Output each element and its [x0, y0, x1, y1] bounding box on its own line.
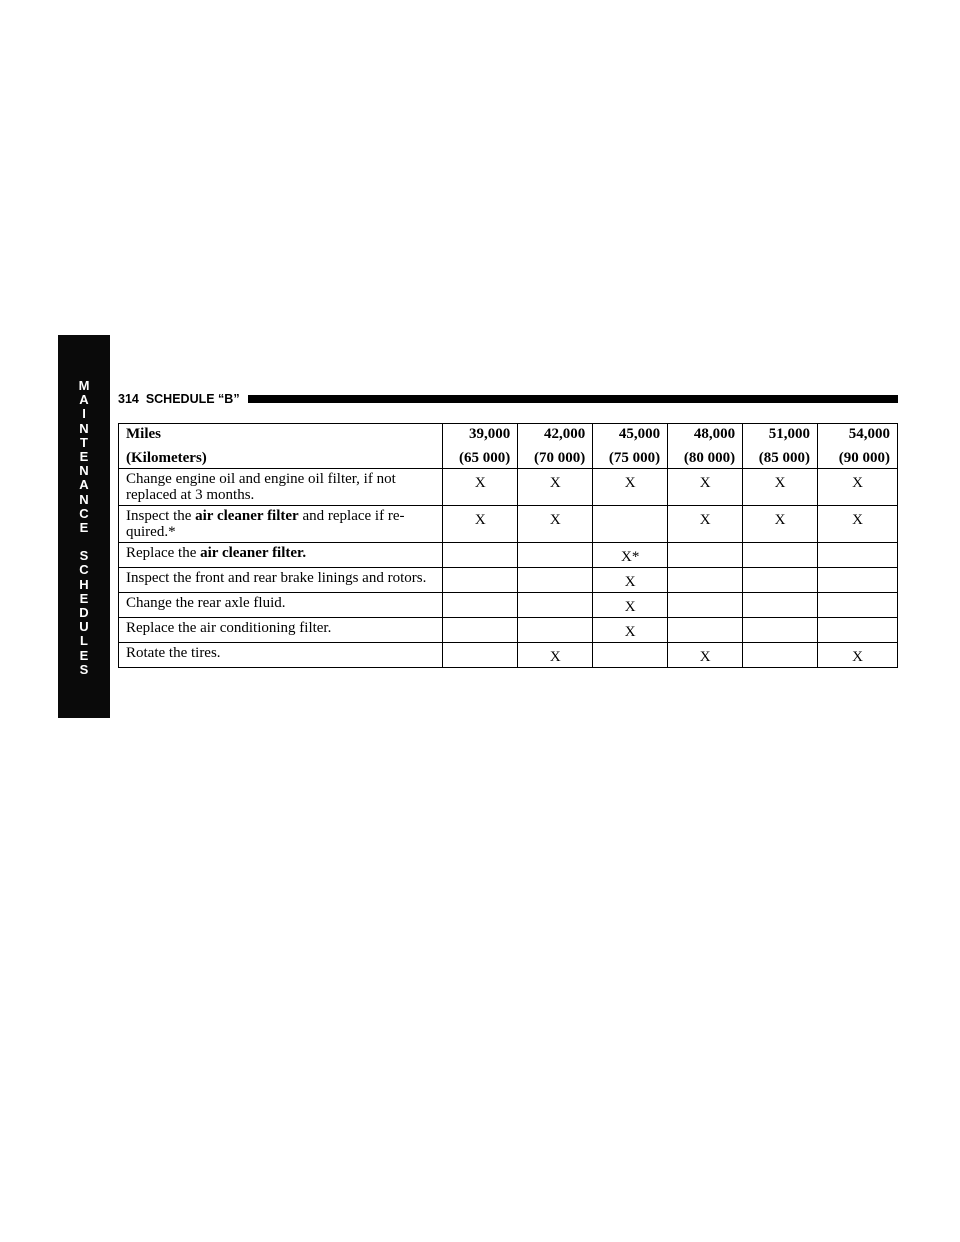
schedule-mark-cell: X: [818, 506, 898, 543]
schedule-mark-cell: [668, 618, 743, 643]
service-item-cell: [119, 618, 443, 643]
schedule-mark-cell: X: [593, 593, 668, 618]
header-cell-label: [119, 424, 443, 469]
schedule-mark-cell: X: [518, 469, 593, 506]
schedule-mark-cell: X: [593, 618, 668, 643]
schedule-mark-cell: [668, 568, 743, 593]
header-interval-cell: [518, 424, 593, 469]
schedule-mark-cell: [443, 618, 518, 643]
service-item-text: Inspect the front and rear brake linings and rotors.: [126, 570, 427, 586]
service-item-text: Replace the: [126, 545, 201, 561]
side-tab-letter: E: [79, 448, 89, 464]
service-item-text: Rotate the tires.: [126, 645, 221, 661]
table-row: [119, 543, 898, 568]
side-tab-letter: T: [80, 434, 88, 450]
schedule-mark-cell: X: [443, 469, 518, 506]
side-tab-letter: L: [80, 633, 88, 649]
service-item-cell: [119, 643, 443, 668]
table-header-row: [119, 424, 898, 469]
interval-miles: 45,000: [618, 426, 661, 442]
table-row: [119, 593, 898, 618]
page-title: SCHEDULE “B”: [145, 392, 240, 406]
schedule-mark-cell: [518, 568, 593, 593]
interval-miles: 51,000: [768, 426, 811, 442]
side-tab-letter: I: [82, 406, 86, 422]
service-item-text: Replace the air conditioning filter.: [126, 620, 332, 636]
schedule-mark-cell: X: [668, 643, 743, 668]
section-side-tab: [58, 335, 110, 1049]
interval-kilometers: (65 000): [459, 450, 511, 466]
header-interval-cell: [743, 424, 818, 469]
schedule-mark-cell: [818, 593, 898, 618]
table-row: [119, 469, 898, 506]
interval-kilometers: (75 000): [608, 450, 661, 466]
schedule-mark-cell: [668, 543, 743, 568]
header-interval-cell: [443, 424, 518, 469]
page-number: 314: [118, 392, 139, 406]
service-item-cell: [119, 543, 443, 568]
schedule-mark-cell: [668, 593, 743, 618]
side-tab-letter: E: [79, 647, 89, 663]
service-item-text: Change the rear axle fluid.: [126, 595, 286, 611]
schedule-mark-cell: X*: [593, 543, 668, 568]
schedule-mark-cell: [518, 543, 593, 568]
schedule-mark-cell: [443, 643, 518, 668]
schedule-mark-cell: X: [518, 643, 593, 668]
schedule-mark-cell: [518, 618, 593, 643]
table-row: [119, 643, 898, 668]
table-row: [119, 568, 898, 593]
side-tab-letter: E: [79, 590, 89, 606]
side-tab-letter: N: [79, 463, 89, 479]
interval-kilometers: (85 000): [758, 450, 811, 466]
schedule-mark-cell: [518, 593, 593, 618]
page-header-text: [118, 392, 248, 406]
service-item-cell: [119, 593, 443, 618]
maintenance-schedule-table: [118, 423, 898, 668]
schedule-mark-cell: X: [743, 506, 818, 543]
side-tab-letters: [58, 379, 110, 677]
interval-miles: 54,000: [848, 426, 890, 442]
side-tab-letter: A: [79, 477, 89, 493]
interval-kilometers: (70 000): [533, 450, 586, 466]
schedule-mark-cell: X: [818, 469, 898, 506]
side-tab-letter: N: [79, 420, 89, 436]
header-kilometers-label: (Kilometers): [126, 450, 207, 466]
interval-kilometers: (80 000): [683, 450, 736, 466]
schedule-mark-cell: X: [443, 506, 518, 543]
schedule-mark-cell: [443, 568, 518, 593]
side-tab-letter: U: [79, 619, 89, 635]
side-tab-letter: D: [79, 605, 89, 620]
interval-miles: 39,000: [469, 426, 511, 442]
side-tab-letter: A: [79, 392, 89, 408]
service-item-cell: [119, 568, 443, 593]
schedule-mark-cell: [743, 593, 818, 618]
service-item-text: Inspect the: [126, 508, 196, 524]
side-tab-letter: H: [79, 576, 89, 592]
table-body: [119, 469, 898, 668]
schedule-mark-cell: [743, 643, 818, 668]
side-tab-letter: S: [79, 661, 89, 677]
interval-miles: 42,000: [543, 426, 586, 442]
page-header: [118, 390, 898, 408]
side-tab-number: 8: [77, 1024, 91, 1049]
header-miles-label: Miles: [126, 426, 161, 442]
schedule-mark-cell: [818, 568, 898, 593]
schedule-mark-cell: [443, 543, 518, 568]
side-tab-letter: C: [79, 505, 89, 521]
schedule-mark-cell: [443, 593, 518, 618]
service-item-emphasis: air cleaner filter: [195, 508, 299, 524]
side-tab-letter: C: [79, 562, 89, 578]
header-interval-cell: [818, 424, 898, 469]
service-item-emphasis: air cleaner filter.: [200, 545, 307, 561]
service-item-cell: [119, 469, 443, 506]
schedule-mark-cell: X: [818, 643, 898, 668]
schedule-mark-cell: X: [593, 568, 668, 593]
side-tab-letter: S: [79, 548, 89, 564]
service-item-text: and replace if re-quired.*: [126, 508, 405, 540]
header-interval-cell: [668, 424, 743, 469]
service-item-text: Change engine oil and engine oil filter, if not replaced at 3 months.: [126, 471, 396, 503]
schedule-mark-cell: X: [593, 469, 668, 506]
interval-miles: 48,000: [693, 426, 736, 442]
schedule-mark-cell: [743, 568, 818, 593]
schedule-mark-cell: X: [668, 506, 743, 543]
table-row: [119, 506, 898, 543]
interval-kilometers: (90 000): [838, 450, 890, 466]
service-item-cell: [119, 506, 443, 543]
schedule-mark-cell: [818, 618, 898, 643]
schedule-mark-cell: [593, 643, 668, 668]
schedule-mark-cell: X: [518, 506, 593, 543]
schedule-mark-cell: X: [743, 469, 818, 506]
table-row: [119, 618, 898, 643]
schedule-mark-cell: [593, 506, 668, 543]
schedule-mark-cell: [818, 543, 898, 568]
schedule-mark-cell: X: [668, 469, 743, 506]
side-tab-letter: N: [79, 491, 89, 507]
side-tab-letter: M: [78, 378, 90, 393]
header-interval-cell: [593, 424, 668, 469]
schedule-mark-cell: [743, 543, 818, 568]
side-tab-letter: E: [79, 519, 89, 535]
schedule-mark-cell: [743, 618, 818, 643]
header-rule: [248, 395, 898, 403]
